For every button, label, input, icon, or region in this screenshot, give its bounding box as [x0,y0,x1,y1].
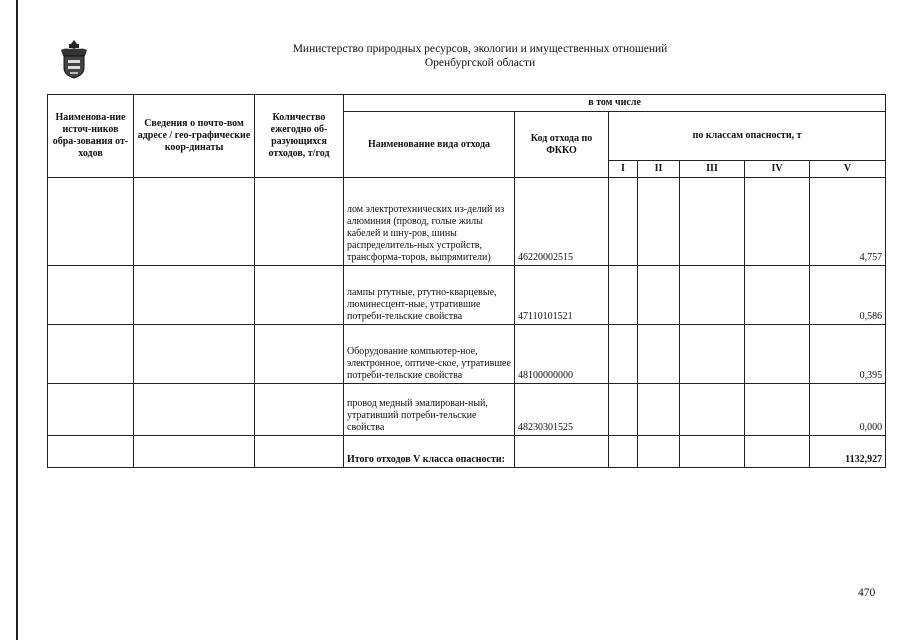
cell-code: 47110101521 [515,266,609,325]
cell-class-2 [638,436,680,468]
waste-table [47,94,886,468]
cell-empty [255,436,344,468]
cell-class-2 [638,384,680,436]
cell-class-4 [745,436,810,468]
cell-class-4 [745,384,810,436]
table-row [48,178,886,266]
cell-empty [134,436,255,468]
header-class-2: II [638,161,680,178]
cell-empty [255,178,344,266]
header-incl: в том числе [344,95,886,112]
header-class-3: III [680,161,745,178]
coat-of-arms-icon [58,38,90,80]
cell-class-5: 0,395 [810,325,886,384]
table-row [48,325,886,384]
table-row [48,384,886,436]
cell-empty [134,266,255,325]
cell-empty [48,384,134,436]
header-waste-name: Наименование вида отхода [344,112,515,178]
cell-class-1 [609,325,638,384]
table-row [48,266,886,325]
cell-class-1 [609,384,638,436]
cell-class-1 [609,178,638,266]
cell-empty [134,178,255,266]
cell-class-3 [680,266,745,325]
header-class-5: V [810,161,886,178]
cell-class-5: 0,586 [810,266,886,325]
cell-class-5: 0,000 [810,384,886,436]
cell-empty [48,266,134,325]
cell-code: 48100000000 [515,325,609,384]
cell-empty [255,384,344,436]
cell-empty [255,266,344,325]
cell-class-4 [745,178,810,266]
cell-class-4 [745,266,810,325]
cell-empty [255,325,344,384]
header-class-1: I [609,161,638,178]
cell-empty [48,436,134,468]
cell-class-3 [680,325,745,384]
total-label: Итого отходов V класса опасности: [344,436,515,468]
header-class-4: IV [745,161,810,178]
cell-class-2 [638,178,680,266]
cell-empty [134,325,255,384]
cell-class-3 [680,384,745,436]
cell-code [515,436,609,468]
cell-waste-name: провод медный эмалирован-ный, утративший потреби-тельские свойства [344,384,515,436]
header-code: Код отхода по ФККО [515,112,609,178]
cell-waste-name: лом электротехнических из-делий из алюминия (провод, голые жилы кабелей и шну-ров, шины распределитель-ных устройств, трансформа-торов, выпрямители) [344,178,515,266]
header-address: Сведения о почто-вом адресе / гео-графические коор-динаты [134,95,255,178]
cell-waste-name: Оборудование компьютер-ное, электронное, оптиче-ское, утратившее потреби-тельские свойства [344,325,515,384]
cell-class-4 [745,325,810,384]
cell-empty [134,384,255,436]
header-source-name: Наименова-ние источ-ников обра-зования от-ходов [48,95,134,178]
ministry-header [230,42,730,70]
header-classes: по классам опасности, т [609,112,886,161]
header-quantity: Количество ежегодно об-разующихся отходов, т/год [255,95,344,178]
cell-code: 48230301525 [515,384,609,436]
region-title: Оренбургской области [424,57,536,69]
ministry-title: Министерство природных ресурсов, экологии и имущественных отношений [292,43,668,55]
cell-empty [48,325,134,384]
cell-code: 46220002515 [515,178,609,266]
cell-class-3 [680,436,745,468]
cell-waste-name: лампы ртутные, ртутно-кварцевые, люминесцент-ные, утратившие потреби-тельские свойства [344,266,515,325]
cell-class-3 [680,178,745,266]
cell-empty [48,178,134,266]
cell-class-2 [638,325,680,384]
cell-class-1 [609,436,638,468]
cell-class-1 [609,266,638,325]
cell-class-2 [638,266,680,325]
scan-edge-line [16,0,18,640]
page-number: 470 [858,587,876,599]
cell-class-5: 4,757 [810,178,886,266]
header-row-1 [48,95,886,112]
total-value: 1132,927 [810,436,886,468]
total-row [48,436,886,468]
